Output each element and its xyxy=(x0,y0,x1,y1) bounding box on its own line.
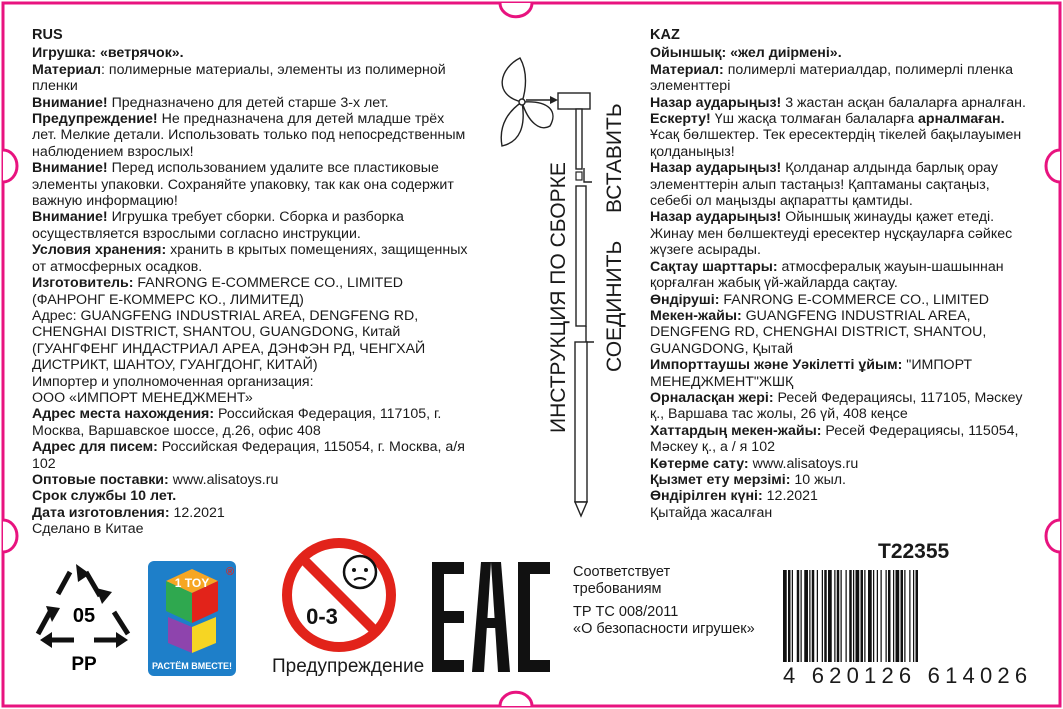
barcode-bar xyxy=(788,570,791,662)
text-paragraph xyxy=(32,488,472,504)
recycling-pp-icon xyxy=(30,560,140,680)
text-paragraph xyxy=(650,62,1030,95)
barcode-bar xyxy=(901,570,904,662)
text-paragraph xyxy=(32,242,472,275)
text-paragraph xyxy=(32,374,472,390)
barcode-bar xyxy=(909,570,910,662)
barcode-bar xyxy=(822,570,823,662)
plain-text: FANRONG E-COMMERCE CO., LIMITED (ФАНРОНГ Е-КОММЕРС КО., ЛИМИТЕД) xyxy=(32,275,404,308)
bold-text: Көтерме сату: xyxy=(650,455,749,472)
recycling-code: 05 xyxy=(72,605,96,627)
plain-text: атмосфералық жауын-шашыннан қорғалған жабық үй-жайларда сақтау. xyxy=(650,258,1004,292)
text-paragraph xyxy=(32,95,472,111)
plain-text: хранить в крытых помещениях, защищенных от атмосферных осадков. xyxy=(32,242,468,275)
text-paragraph xyxy=(32,505,472,521)
barcode-bar xyxy=(809,570,810,662)
bold-text: Изготовитель: xyxy=(32,275,134,292)
barcode-bar xyxy=(804,570,808,662)
eac-mark xyxy=(432,562,552,672)
barcode-bar xyxy=(853,570,854,662)
barcode-number: 4 620126 614026 xyxy=(783,663,1033,688)
toy-cubes-icon xyxy=(148,561,236,676)
step-insert-label: ВСТАВИТЬ xyxy=(603,103,626,213)
barcode-bar xyxy=(849,570,852,662)
barcode-bar xyxy=(868,570,872,662)
plain-text: 3 жастан асқан балаларға арналған. xyxy=(781,94,1026,111)
compliance-line-1: Соответствует xyxy=(573,564,671,580)
compliance-line-2: требованиям xyxy=(573,581,662,597)
plain-text: 10 жыл. xyxy=(790,471,846,488)
barcode-bar xyxy=(828,570,832,662)
bold-text: Мекен-жайы: xyxy=(650,307,742,324)
compliance-block xyxy=(573,564,755,638)
text-paragraph xyxy=(32,275,472,308)
text-paragraph xyxy=(32,209,472,242)
bold-text: Орналасқан жері: xyxy=(650,389,774,406)
text-paragraph xyxy=(32,406,472,439)
barcode-bar xyxy=(837,570,840,662)
plain-text: ООО «ИМПОРТ МЕНЕДЖМЕНТ» xyxy=(32,389,253,406)
logo-cube-text: 1 TOY xyxy=(174,576,210,590)
bold-text: Назар аударыңыз! xyxy=(650,160,782,177)
barcode-bar xyxy=(801,570,802,662)
barcode-bar xyxy=(896,570,900,662)
text-paragraph xyxy=(650,160,1030,209)
barcode-bar xyxy=(856,570,860,662)
text-paragraph xyxy=(32,439,472,472)
plain-text: Ресей Федерациясы, 117105, Мәскеу қ., Варшава тас жолы, 26 үй, 408 кеңсе xyxy=(650,389,1023,423)
step-connect-label: СОЕДИНИТЬ xyxy=(603,240,626,372)
text-paragraph xyxy=(650,357,1030,390)
plain-text: Сделано в Китае xyxy=(32,521,144,538)
barcode-bar xyxy=(792,570,793,662)
bold-text: Импорттаушы және Уәкілетті ұйым: xyxy=(650,357,903,374)
plain-text: Ұсақ бөлшектер. Тек ересектердің тікелей бақылауымен қолданыңыз! xyxy=(650,127,1022,160)
rus-lines xyxy=(32,45,472,537)
plain-text: Предназначено для детей старше 3-х лет. xyxy=(107,94,389,111)
barcode-bar xyxy=(846,570,847,662)
plain-text: Қытайда жасалған xyxy=(650,504,773,521)
plain-text: Ресей Федерациясы, 115054, Мәскеу қ., а / я 102 xyxy=(650,422,1019,456)
plain-text: 12.2021 xyxy=(762,488,818,505)
pinwheel-icon xyxy=(501,58,553,146)
bold-text: Ескерту! xyxy=(650,111,711,128)
brand-logo-text: РАСТЁМ ВМЕСТЕ! xyxy=(151,661,233,671)
barcode-bar xyxy=(824,570,827,662)
bold-text: Адрес места нахождения: xyxy=(32,406,215,423)
kaz-lines xyxy=(650,45,1030,521)
plain-text: Российская Федерация, 115054, г. Москва, а/я 102 xyxy=(32,439,465,472)
barcode-bar xyxy=(881,570,882,662)
barcode-bar xyxy=(783,570,787,662)
text-paragraph xyxy=(650,390,1030,423)
plain-text: Үш жасқа толмаған балаларға xyxy=(710,111,919,128)
assembly-title: ИНСТРУКЦИЯ ПО СБОРКЕ xyxy=(547,162,570,433)
bold-text: Внимание! xyxy=(32,209,108,226)
text-paragraph xyxy=(650,488,1030,504)
plain-text: Перед использованием удалите все пластиковые элементы упаковки. Сохраняйте упаковку, так как она содержит важную информацию! xyxy=(32,160,454,210)
bold-text: Сақтау шарттары: xyxy=(650,258,778,275)
baby-face-icon xyxy=(344,556,376,588)
barcode-bar xyxy=(888,570,891,662)
text-paragraph xyxy=(32,390,472,406)
bold-text: арналмаған. xyxy=(918,111,1005,128)
bold-text: Назар аударыңыз! xyxy=(650,94,782,111)
brand-logo xyxy=(148,561,236,676)
bold-text: Адрес для писем: xyxy=(32,439,158,456)
rus-text-block xyxy=(32,27,472,538)
bold-text: Внимание! xyxy=(32,160,108,177)
plain-text: Не предназначена для детей младше трёх лет. Мелкие детали. Использовать только под непосредственным наблюдением взрослых! xyxy=(32,111,466,160)
bold-text: Игрушка: «ветрячок». xyxy=(32,45,184,62)
registered-mark: ® xyxy=(226,566,235,578)
barcode-bar xyxy=(916,570,919,662)
bold-text: Материал xyxy=(32,61,102,78)
bold-text: Назар аударыңыз! xyxy=(650,209,782,226)
text-paragraph xyxy=(650,95,1030,111)
bold-text: Өндірілген күні: xyxy=(650,488,763,505)
age-range: 0-3 xyxy=(306,604,338,629)
bold-text: Өндіруші: xyxy=(650,291,720,308)
plain-text: 12.2021 xyxy=(169,504,225,521)
plain-text: www.alisatoys.ru xyxy=(168,471,279,488)
barcode-bar xyxy=(812,570,815,662)
bold-text: Предупреждение! xyxy=(32,111,158,128)
text-paragraph xyxy=(650,111,1030,160)
text-paragraph xyxy=(32,45,472,61)
barcode xyxy=(783,570,1028,662)
bold-text: Дата изготовления: xyxy=(32,504,170,521)
barcode-bar xyxy=(893,570,894,662)
age-warning-label: Предупреждение xyxy=(272,656,425,677)
bold-text: Срок службы 10 лет. xyxy=(32,488,177,505)
recycling-material: PP xyxy=(71,654,97,675)
plain-text: Игрушка требует сборки. Сборка и разборка осуществляется взрослыми согласно инструкции. xyxy=(32,209,404,242)
bold-text: Ойыншық: «жел диірмені». xyxy=(650,45,842,62)
plain-text: : полимерные материалы, элементы из полимерной пленки xyxy=(32,61,446,95)
compliance-line-3: ТР ТС 008/2011 xyxy=(573,604,679,620)
bold-text: Оптовые поставки: xyxy=(32,471,169,488)
bold-text: Хаттардың мекен-жайы: xyxy=(650,422,822,439)
compliance-line-4: «О безопасности игрушек» xyxy=(573,621,755,637)
plain-text: FANRONG E-COMMERCE CO., LIMITED xyxy=(719,291,989,308)
plain-text: "ИМПОРТ МЕНЕДЖМЕНТ"ЖШҚ xyxy=(650,357,973,390)
barcode-bar xyxy=(873,570,874,662)
barcode-bar xyxy=(861,570,864,662)
text-paragraph xyxy=(32,62,472,95)
barcode-bar xyxy=(877,570,878,662)
age-warning-icon xyxy=(280,536,398,654)
bold-text: Қызмет ету мерзімі: xyxy=(650,471,791,488)
text-paragraph xyxy=(650,308,1030,357)
bold-text: Внимание! xyxy=(32,94,108,111)
kaz-lang-label: KAZ xyxy=(650,27,680,43)
barcode-bar xyxy=(904,570,905,662)
plain-text: Қолданар алдында барлық орау элементтерін алып тастаңыз! Қаптаманы сақтаңыз, себебі ол маңызды ақпаратты қамтиды. xyxy=(650,160,998,210)
barcode-bar xyxy=(913,570,914,662)
barcode-bar xyxy=(797,570,800,662)
plain-text: Адрес: GUANGFENG INDUSTRIAL AREA, DENGFENG RD, CHENGHAI DISTRICT, SHANTOU, GUANGDONG, Китай (ГУАНГФЕНГ ИНДАСТРИАЛ АРЕА, ДЭНФЭН РД, ЧЕНГХАЙ ДИСТРИКТ, ШАНТОУ, ГУАНГДОНГ, КИТАЙ) xyxy=(32,307,426,374)
barcode-bar xyxy=(841,570,842,662)
plain-text: Импортер и уполномоченная организация: xyxy=(32,373,314,390)
plain-text: Российская Федерация, 117105, г. Москва, Варшавское шоссе, д.26, офис 408 xyxy=(32,406,442,439)
bold-text: Материал: xyxy=(650,61,724,78)
text-paragraph xyxy=(650,456,1030,472)
text-paragraph xyxy=(650,259,1030,292)
text-paragraph xyxy=(650,423,1030,456)
text-paragraph xyxy=(650,472,1030,488)
barcode-bar xyxy=(864,570,865,662)
barcode-bar xyxy=(817,570,818,662)
text-paragraph xyxy=(650,292,1030,308)
text-paragraph xyxy=(32,472,472,488)
plain-text: www.alisatoys.ru xyxy=(748,455,859,472)
rus-lang-label: RUS xyxy=(32,27,63,43)
barcode-bar xyxy=(886,570,887,662)
kaz-text-block xyxy=(650,27,1030,521)
plain-text: Ойыншық жинауды қажет етеді. Жинау мен бөлшектеуді ересектер нұсқауларға сәйкес жүзеге асырады. xyxy=(650,209,1013,259)
text-paragraph xyxy=(650,45,1030,61)
plain-text: полимерлі материалдар, полимерлі пленка элементтері xyxy=(650,61,1014,95)
article-code: T22355 xyxy=(878,540,950,563)
bold-text: Условия хранения: xyxy=(32,242,167,259)
text-paragraph xyxy=(32,308,472,374)
text-paragraph xyxy=(32,521,472,537)
text-paragraph xyxy=(650,209,1030,258)
text-paragraph xyxy=(32,111,472,160)
barcode-bar xyxy=(834,570,835,662)
text-paragraph xyxy=(650,505,1030,521)
plain-text: GUANGFENG INDUSTRIAL AREA, DENGFENG RD, CHENGHAI DISTRICT, SHANTOU, GUANGDONG, Қытай xyxy=(650,307,987,357)
text-paragraph xyxy=(32,160,472,209)
